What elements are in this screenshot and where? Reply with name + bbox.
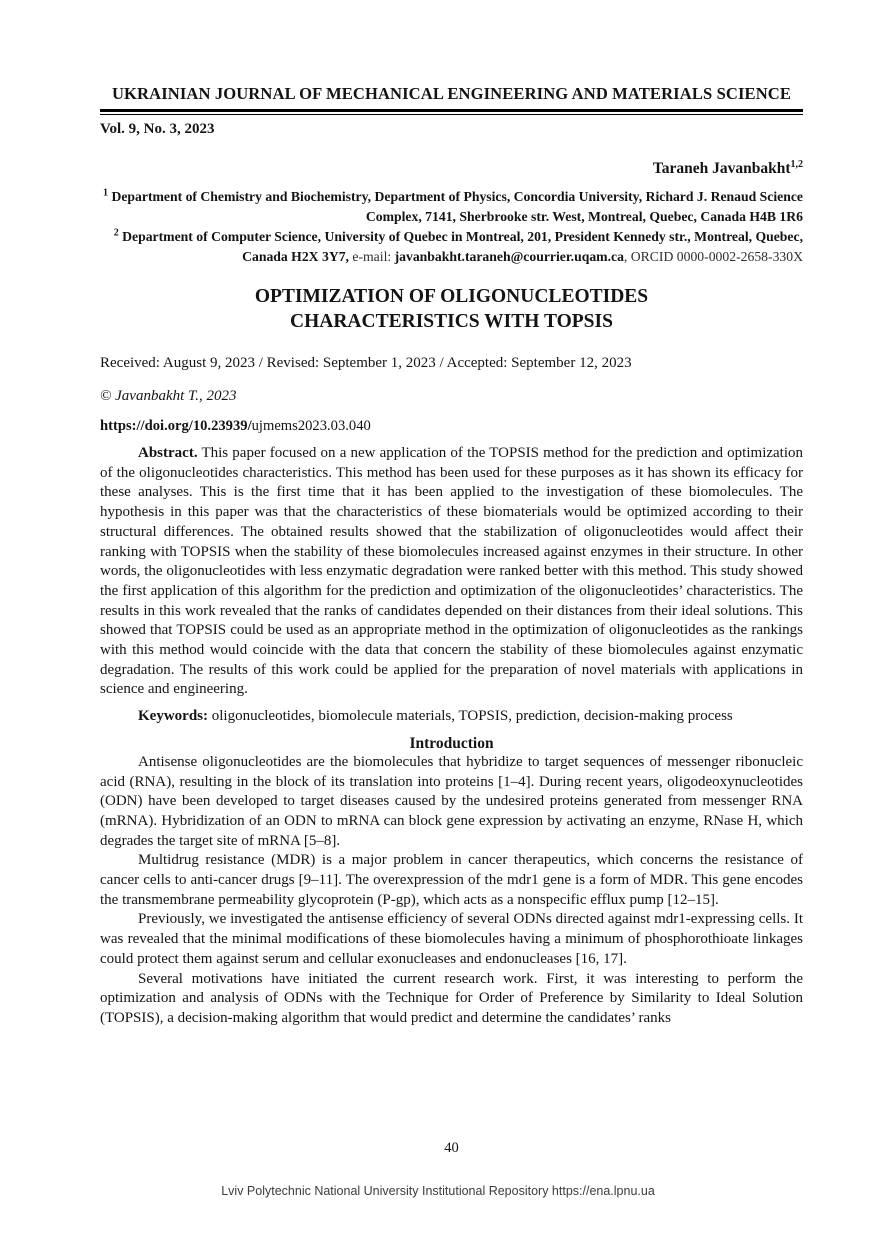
abstract-text: This paper focused on a new application of the TOPSIS method for the prediction and optimization of the oligonucleotides characteristics. This method has been used for these purposes as it has shown its efficacy for these analyses. This is the first time that it has been applied to the investigation of these biomolecules. The hypothesis in this paper was that the characteristics of these biomaterials would be optimized according to their structural differences. The obtained results showed that the stabilization of oligonucleotides would affect their ranking with TOPSIS when the stability of these biomolecules increased against enzymes in their structure. In other words, the oligonucleotides with less enzymatic degradation were ranked better with this method. This study showed the first application of this algorithm for the prediction and optimization of the oligonucleotides’ characteristics. The results in this work revealed that the ranks of candidates depended on their distances from their ideal solutions. This showed that TOPSIS could be used as an appropriate method in the optimization of oligonucleotides as the rankings with this method would coincide with the data that concern the stability of these biomolecules against enzymatic degradation. The results of this work could be applied for the preparation of novel materials with applications in science and engineering. <box>100 445 804 698</box>
affiliation-2 <box>100 227 803 267</box>
copyright-line: © Javanbakht T., 2023 <box>100 388 237 404</box>
orcid-id: , ORCID 0000-0002-2658-330X <box>623 249 803 264</box>
author-name: Taraneh Javanbakht <box>652 160 791 177</box>
author-line <box>100 160 803 178</box>
email-address: javanbakht.taraneh@courrier.uqam.ca <box>394 249 624 264</box>
header-rule-thin <box>100 114 803 115</box>
doi-prefix: https://doi.org/10.23939/ <box>100 418 252 434</box>
affiliations-block <box>100 187 803 267</box>
introduction-paragraph-2: Multidrug resistance (MDR) is a major problem in cancer therapeutics, which concerns the resistance of cancer cells to anti-cancer drugs [9–11]. The overexpression of the mdr1 gene is a form of MDR. This gene encodes the transmembrane permeability glycoprotein (P-gp), which acts as a nonspecific efflux pump [12–15]. <box>100 852 803 908</box>
doi-suffix: ujmems2023.03.040 <box>251 418 371 434</box>
journal-title: UKRAINIAN JOURNAL OF MECHANICAL ENGINEERING AND MATERIALS SCIENCE <box>111 84 792 103</box>
section-heading-introduction: Introduction <box>409 734 494 752</box>
affiliation-2-marker: 2 <box>113 227 119 239</box>
affiliation-1-marker: 1 <box>103 187 109 199</box>
email-label: e-mail: <box>352 249 392 264</box>
document-page-content <box>100 84 803 1029</box>
keywords-label: Keywords: <box>138 708 208 725</box>
keywords-text: oligonucleotides, biomolecule materials, TOPSIS, prediction, decision-making process <box>211 708 733 725</box>
abstract-label: Abstract. <box>138 445 198 461</box>
received-revised-accepted-line: Received: August 9, 2023 / Revised: September 1, 2023 / Accepted: September 12, 2023 <box>100 355 632 371</box>
doi-line <box>100 418 803 435</box>
affiliation-1-text: Department of Chemistry and Biochemistry, Department of Physics, Concordia University, Richard J. Renaud Science Complex, 7141, Sherbrooke str. West, Montreal, Quebec, Canada H4B 1R6 <box>111 189 803 224</box>
keywords-paragraph <box>100 707 803 727</box>
article-title-line-1: OPTIMIZATION OF OLIGONUCLEOTIDES <box>254 286 649 307</box>
journal-header <box>100 84 803 138</box>
article-title <box>100 284 803 334</box>
introduction-paragraph-1: Antisense oligonucleotides are the biomolecules that hybridize to target sequences of messenger ribonucleic acid (RNA), resulting in the block of its translation into proteins [1–4]. During recent years, oligodeoxynucleotides (ODN) have been developed to target diseases caused by the undesired proteins generated from messenger RNA (mRNA). Hybridization of an ODN to mRNA can block gene expression by activating an enzyme, RNase H, which degrades the target site of mRNA [5–8]. <box>100 753 803 849</box>
affiliation-1 <box>100 187 803 227</box>
article-title-line-2: CHARACTERISTICS WITH TOPSIS <box>290 311 613 332</box>
introduction-paragraph-3: Previously, we investigated the antisense efficiency of several ODNs directed against mdr1-expressing cells. It was revealed that the minimal modifications of these biomolecules having a minimum of phosphorothioate linkages could protect them against serum and cellular exonucleases and endonucleases [16, 17]. <box>100 911 803 967</box>
page-number: 40 <box>444 1140 459 1156</box>
affiliation-2-text: Department of Computer Science, University of Quebec in Montreal, 201, President Kennedy str., Montreal, Quebec, Canada H2X 3Y7, <box>122 229 803 264</box>
volume-issue-line: Vol. 9, No. 3, 2023 <box>100 121 215 137</box>
abstract-paragraph <box>100 444 803 700</box>
repository-footer: Lviv Polytechnic National University Institutional Repository https://ena.lpnu.ua <box>221 1184 655 1198</box>
author-affiliation-superscript: 1,2 <box>790 158 803 170</box>
introduction-paragraph-4: Several motivations have initiated the current research work. First, it was interesting to perform the optimization and analysis of ODNs with the Technique for Order of Preference by Similarity to Ideal Solution (TOPSIS), a decision-making algorithm that would predict and determine the candidates’ ranks <box>100 970 803 1026</box>
